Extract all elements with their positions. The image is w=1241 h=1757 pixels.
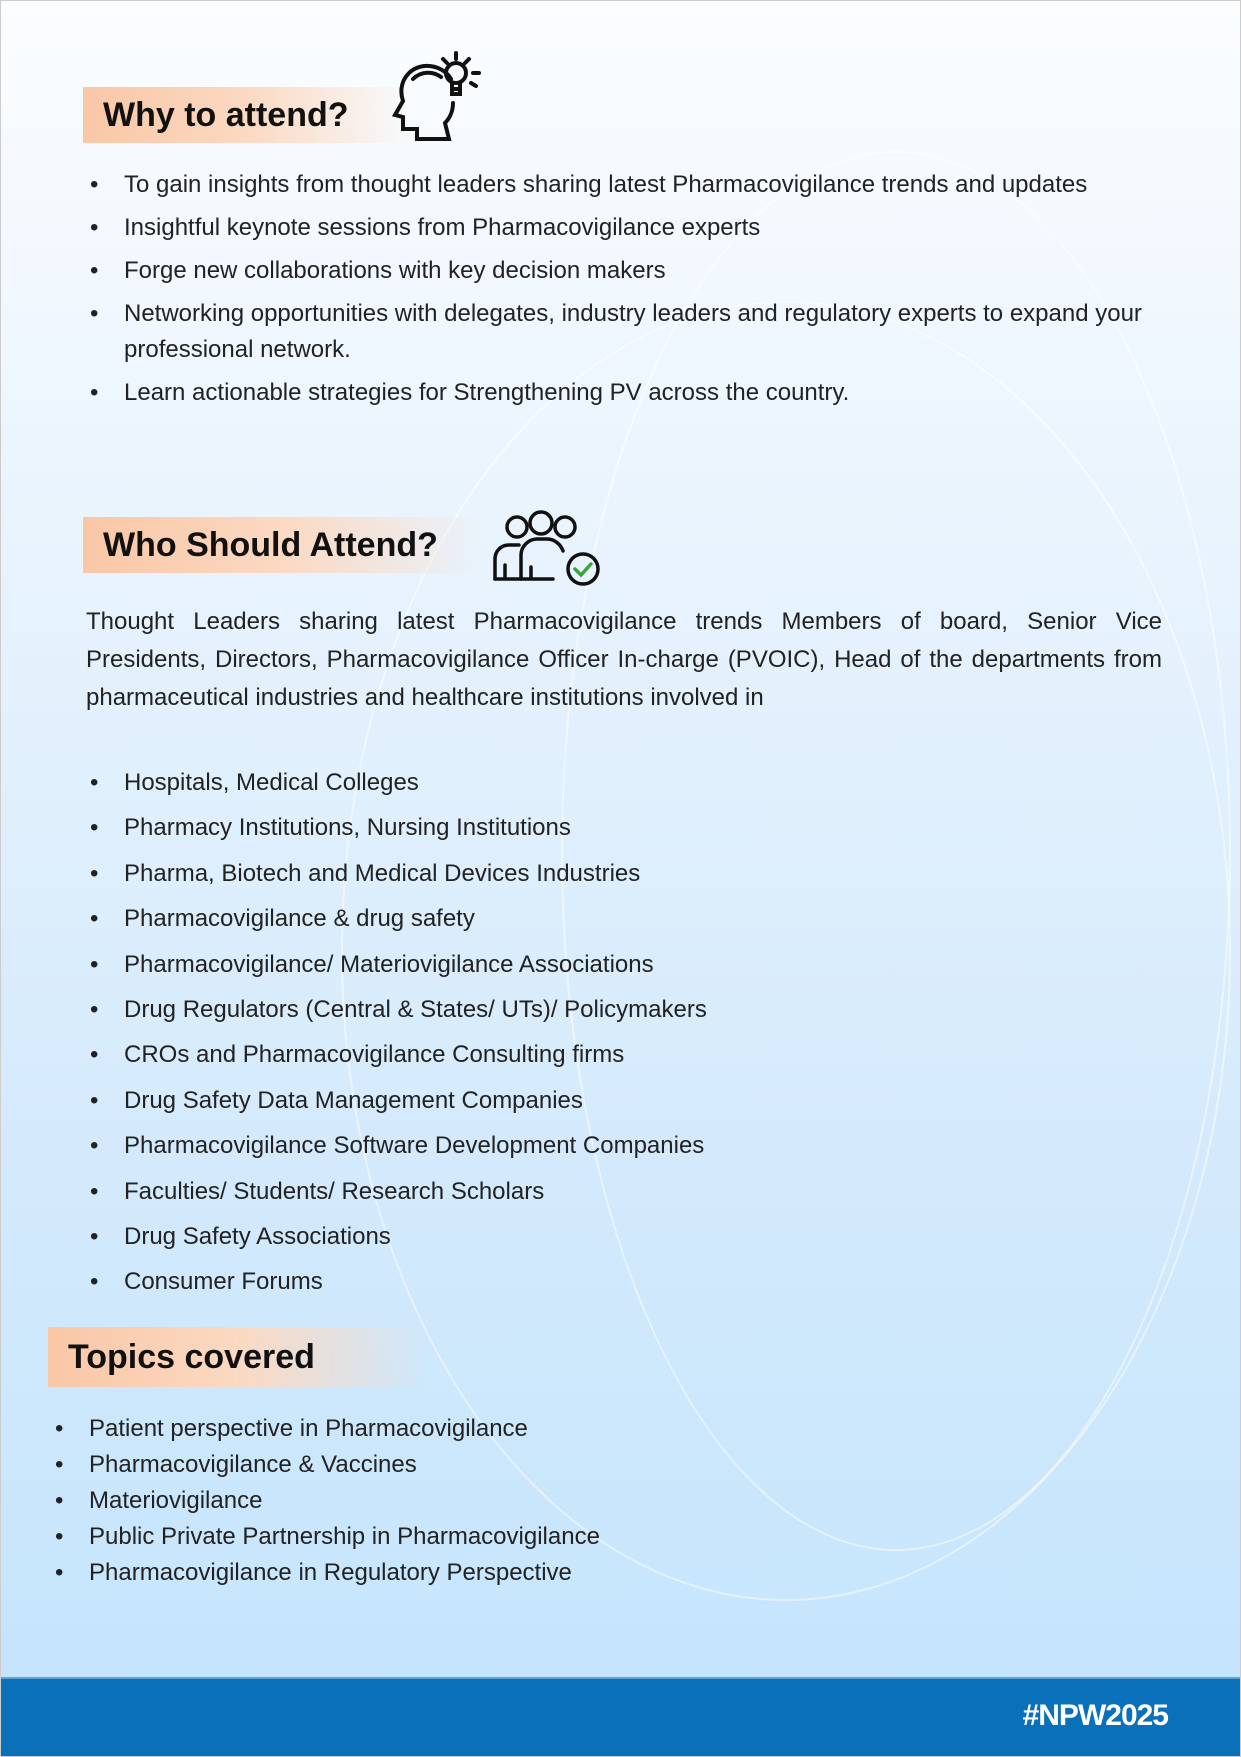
hashtag: #NPW2025 (1022, 1699, 1168, 1732)
list-item: • Pharmacovigilance Software Development Companies (86, 1128, 1166, 1164)
topics-heading: Topics covered (48, 1327, 428, 1387)
list-item: • CROs and Pharmacovigilance Consulting firms (86, 1037, 1166, 1073)
list-item: • Drug Safety Data Management Companies (86, 1083, 1166, 1119)
list-item: • Pharmacovigilance & Vaccines (51, 1447, 1131, 1483)
list-item: • Hospitals, Medical Colleges (86, 765, 1166, 801)
list-item: • Learn actionable strategies for Strengthening PV across the country. (86, 375, 1166, 411)
why-attend-list (86, 167, 1166, 411)
list-item: • Faculties/ Students/ Research Scholars (86, 1174, 1166, 1210)
list-item: • Pharmacovigilance & drug safety (86, 901, 1166, 937)
group-checkmark-icon (491, 509, 603, 589)
list-item: • Networking opportunities with delegates, industry leaders and regulatory experts to expand your professional network. (86, 296, 1166, 368)
head-lightbulb-icon (391, 51, 481, 143)
list-item: • Pharmacovigilance/ Materiovigilance Associations (86, 947, 1166, 983)
list-item: • Consumer Forums (86, 1264, 1166, 1300)
list-item: • Drug Regulators (Central & States/ UTs)/ Policymakers (86, 992, 1166, 1028)
who-attend-heading: Who Should Attend? (83, 517, 483, 573)
list-item: • Pharmacy Institutions, Nursing Institutions (86, 810, 1166, 846)
list-item: • Drug Safety Associations (86, 1219, 1166, 1255)
list-item: • Materiovigilance (51, 1483, 1131, 1519)
why-attend-heading: Why to attend? (83, 87, 413, 143)
who-attend-intro: Thought Leaders sharing latest Pharmacovigilance trends Members of board, Senior Vice Presidents, Directors, Pharmacovigilance Officer In-charge (PVOIC), Head of the departments from pharmaceutical industries and healthcare institutions involved in (86, 608, 1162, 711)
topics-list (51, 1411, 1131, 1591)
who-attend-list (86, 765, 1166, 1300)
list-item: • Pharma, Biotech and Medical Devices Industries (86, 856, 1166, 892)
list-item: • Patient perspective in Pharmacovigilance (51, 1411, 1131, 1447)
list-item: • Public Private Partnership in Pharmacovigilance (51, 1519, 1131, 1555)
list-item: • To gain insights from thought leaders sharing latest Pharmacovigilance trends and updates (86, 167, 1166, 203)
list-item: • Pharmacovigilance in Regulatory Perspective (51, 1555, 1131, 1591)
list-item: • Forge new collaborations with key decision makers (86, 253, 1166, 289)
footer-bar (1, 1677, 1240, 1756)
list-item: • Insightful keynote sessions from Pharmacovigilance experts (86, 210, 1166, 246)
